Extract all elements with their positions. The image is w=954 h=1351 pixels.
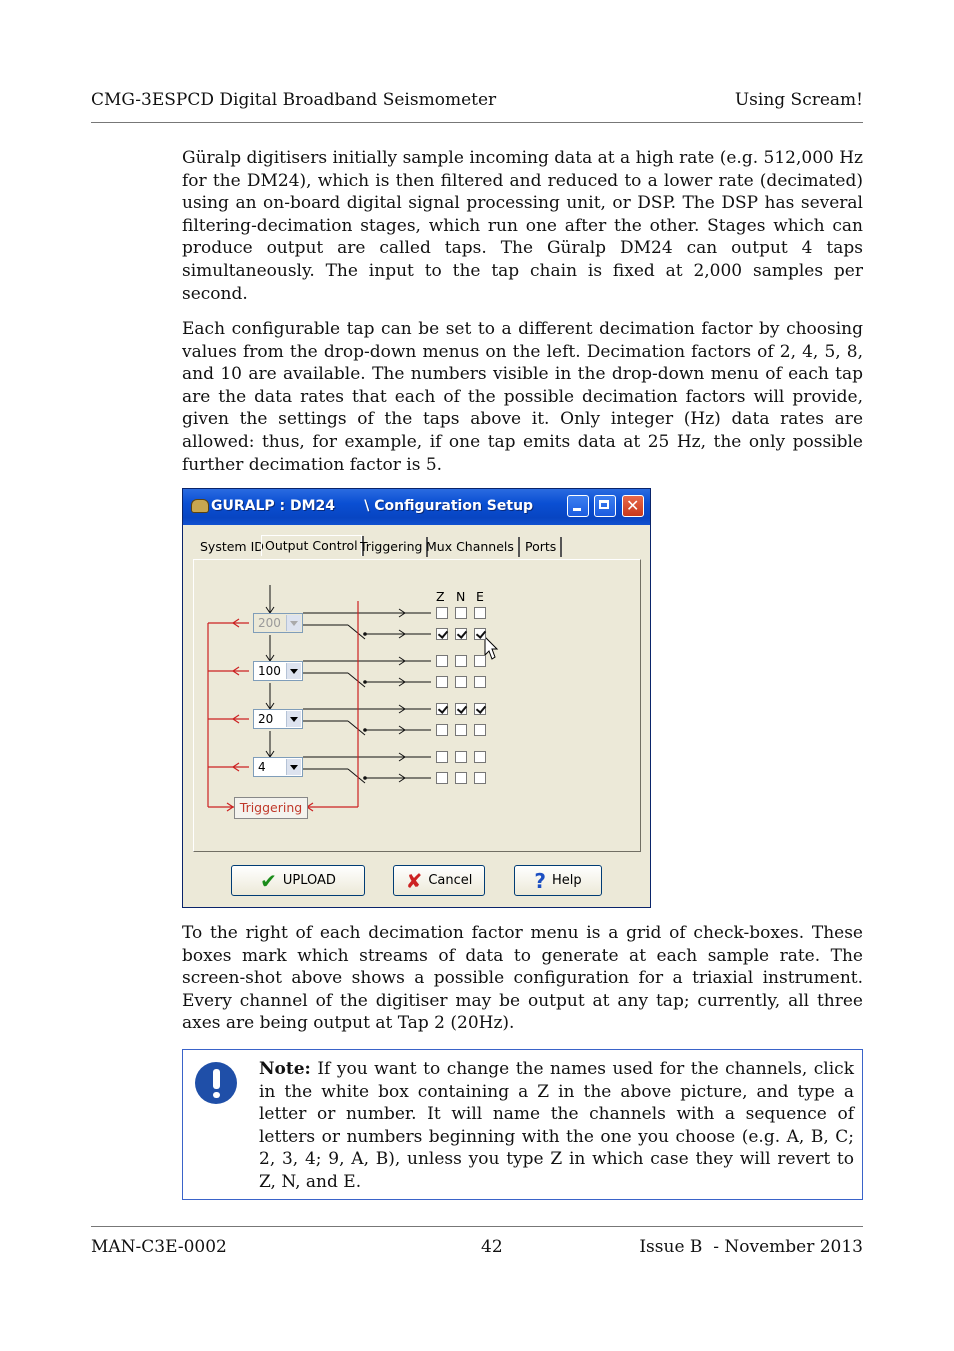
tab-mux-channels[interactable]: Mux Channels — [423, 537, 517, 557]
tap3-row1-n-checkbox[interactable] — [455, 703, 467, 715]
tap1-rate-select[interactable] — [253, 613, 303, 633]
cancel-button[interactable] — [393, 865, 485, 896]
footer-page-number: 42 — [481, 1237, 503, 1257]
tap3-rate-value: 20 — [258, 712, 274, 726]
tab-triggering[interactable]: Triggering — [357, 537, 425, 557]
upload-button[interactable] — [231, 865, 365, 896]
tap-chain-diagram — [183, 489, 652, 909]
tap4-row2-z-checkbox[interactable] — [436, 772, 448, 784]
tap2-rate-select[interactable] — [253, 661, 303, 681]
tab-output-control[interactable]: Output Control — [261, 535, 362, 556]
help-question-icon: ? — [534, 868, 546, 893]
tap3-rate-select[interactable] — [253, 709, 303, 729]
upload-label: UPLOAD — [282, 873, 336, 888]
footer-document-number: MAN-C3E-0002 — [91, 1237, 227, 1257]
tap1-row2-n-checkbox[interactable] — [455, 628, 467, 640]
chevron-down-icon — [286, 711, 301, 727]
column-label-z[interactable]: Z — [436, 589, 445, 604]
exclamation-icon — [195, 1062, 237, 1104]
tab-ports[interactable]: Ports — [522, 537, 559, 557]
window-title: GURALP : DM24 \ Configuration Setup — [211, 498, 534, 514]
footer-issue-date: Issue B - November 2013 — [639, 1237, 863, 1257]
tap3-row2-e-checkbox[interactable] — [474, 724, 486, 736]
tap1-row1-z-checkbox[interactable] — [436, 607, 448, 619]
help-button[interactable] — [514, 865, 602, 896]
checkmark-icon: ✔ — [260, 868, 277, 893]
tap4-row1-z-checkbox[interactable] — [436, 751, 448, 763]
tap1-rate-value: 200 — [258, 616, 281, 630]
tap3-row2-n-checkbox[interactable] — [455, 724, 467, 736]
tap1-row1-e-checkbox[interactable] — [474, 607, 486, 619]
header-section-title: Using Scream! — [734, 90, 863, 110]
tab-system-id[interactable]: System ID — [200, 539, 264, 554]
configuration-setup-window — [182, 488, 651, 908]
tap4-row2-n-checkbox[interactable] — [455, 772, 467, 784]
cancel-x-icon: ✘ — [405, 868, 423, 893]
column-label-n: N — [456, 589, 466, 604]
tap2-row2-n-checkbox[interactable] — [455, 676, 467, 688]
paragraph-decimation-factors: Each configurable tap can be set to a different decimation factor by choosing values from the drop-down menus on the left. Decimation factors of 2, 4, 5, 8, and 10 are available. The numbers visible in the drop-down menu of each tap are the data rates that each of the possible decimation factors will provide, given the settings of the taps above it. Only integer (Hz) data rates are allowed: thus, for example, if one tap emits data at 25 Hz, the only possible further decimation factor is 5. — [182, 319, 863, 475]
tap1-row2-z-checkbox[interactable] — [436, 628, 448, 640]
column-label-e: E — [476, 589, 484, 604]
tap1-row2-e-checkbox[interactable] — [474, 628, 486, 640]
chevron-down-icon — [286, 759, 301, 775]
paragraph-checkbox-grid: To the right of each decimation factor menu is a grid of check-boxes. These boxes mark which streams of data to generate at each sample rate. The screen-shot above shows a possible configuration for a triaxial instrument. Every channel of the digitiser may be output at any tap; currently, all three axes are being output at Tap 2 (20Hz). — [182, 923, 863, 1034]
note-label: Note: — [259, 1059, 311, 1079]
tap2-row1-e-checkbox[interactable] — [474, 655, 486, 667]
chevron-down-icon — [286, 615, 301, 631]
tap4-rate-value: 4 — [258, 760, 266, 774]
tap3-row1-z-checkbox[interactable] — [436, 703, 448, 715]
help-label: Help — [551, 873, 582, 888]
paragraph-digitiser-sampling: Güralp digitisers initially sample incoming data at a high rate (e.g. 512,000 Hz for the DM24), which is then filtered and reduced to a lower rate (decimated) using an on-board digital signal processing unit, or DSP. The DSP has several filtering-decimation stages, which run one after the other. Stages which can produce output are called taps. The Güralp DM24 can output 4 taps simultaneously. The input to the tap chain is fixed at 2,000 samples per second. — [182, 148, 864, 304]
tap2-rate-value: 100 — [258, 664, 281, 678]
tap2-row1-z-checkbox[interactable] — [436, 655, 448, 667]
triggering-button[interactable]: Triggering — [234, 797, 308, 819]
mouse-cursor-icon — [485, 637, 497, 659]
note-box — [182, 1049, 863, 1200]
tap3-row1-e-checkbox[interactable] — [474, 703, 486, 715]
note-text — [259, 1058, 854, 1194]
tap2-row2-z-checkbox[interactable] — [436, 676, 448, 688]
tap4-row1-n-checkbox[interactable] — [455, 751, 467, 763]
note-body: If you want to change the names used for the channels, click in the white box containing a Z in the above picture, and type a letter or number. It will name the channels with a sequence of letters or numbers beginning with the one you choose (e.g. A, B, C; 2, 3, 4; 9, A, B), unless you type Z in which case they will revert to Z, N, and E. — [259, 1059, 854, 1192]
tap4-rate-select[interactable] — [253, 757, 303, 777]
chevron-down-icon — [286, 663, 301, 679]
tap4-row2-e-checkbox[interactable] — [474, 772, 486, 784]
header-rule — [91, 122, 863, 123]
tap2-row2-e-checkbox[interactable] — [474, 676, 486, 688]
tap4-row1-e-checkbox[interactable] — [474, 751, 486, 763]
tap2-row1-n-checkbox[interactable] — [455, 655, 467, 667]
tap1-row1-n-checkbox[interactable] — [455, 607, 467, 619]
header-doc-title: CMG-3ESPCD Digital Broadband Seismometer — [91, 90, 497, 110]
tap3-row2-z-checkbox[interactable] — [436, 724, 448, 736]
footer-rule — [91, 1226, 863, 1227]
cancel-label: Cancel — [428, 873, 473, 888]
